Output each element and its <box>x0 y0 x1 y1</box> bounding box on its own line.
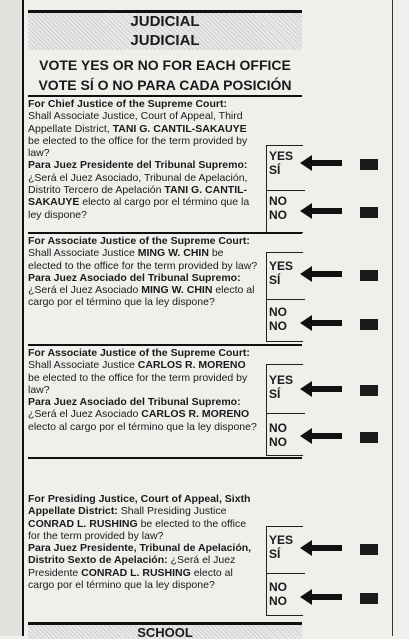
yes-label: YES <box>269 373 294 387</box>
yes-label-es: SÍ <box>269 547 281 561</box>
office-title-en: For Chief Justice of the Supreme Court: <box>28 98 227 110</box>
contest-presiding-justice <box>28 492 302 618</box>
no-label: NO <box>269 580 287 594</box>
question-es-end: electo al cargo por el término que la ley dispone? <box>28 420 257 433</box>
candidate-name-es: TANI G. CANTIL-SAKAUYE <box>28 184 248 209</box>
question-es: ¿Será el Juez Asociado <box>28 284 142 297</box>
contest-text <box>28 235 260 309</box>
timing-mark <box>360 432 378 443</box>
yes-label-es: SÍ <box>269 273 281 287</box>
timing-mark <box>360 385 378 396</box>
office-title-es: Para Juez Presidente del Tribunal Supremo: <box>28 159 248 172</box>
timing-mark <box>360 270 378 281</box>
choice-box <box>266 364 303 456</box>
no-label-es: NO <box>269 594 287 608</box>
timing-mark <box>360 207 378 218</box>
left-margin-strip <box>0 0 22 636</box>
arrow-icon[interactable] <box>300 540 342 556</box>
question-es-end: electo al cargo por el término que la ley dispone? <box>28 284 255 309</box>
section-header: JUDICIAL <box>28 10 302 33</box>
choice-box <box>266 145 303 233</box>
question-en-end: be elected to the office for the term provided by law? <box>28 517 247 542</box>
yes-label: YES <box>269 533 294 547</box>
contest-separator <box>28 457 302 459</box>
office-title-en: For Presiding Justice, Court of Appeal, Sixth Appellate District: <box>28 493 251 518</box>
contest-chief-justice <box>28 95 302 234</box>
arrow-icon[interactable] <box>300 266 342 282</box>
contest-text <box>28 347 260 433</box>
ballot-column <box>24 0 306 639</box>
timing-mark <box>360 593 378 604</box>
question-en: Shall Associate Justice, Court of Appeal, Third Appellate District, <box>28 110 243 135</box>
candidate-name-en: TANI G. CANTIL-SAKAUYE <box>112 122 247 135</box>
question-es: ¿Será el Juez Asociado, Tribunal de Apelación, Distrito Tercero de Apelación <box>28 171 248 197</box>
question-en: Shall Associate Justice <box>28 247 138 260</box>
arrow-icon[interactable] <box>300 428 342 444</box>
no-label: NO <box>269 194 287 208</box>
next-section-header: SCHOOL <box>28 622 302 639</box>
instructions-english: VOTE YES OR NO FOR EACH OFFICE <box>39 57 291 73</box>
question-en: Shall Associate Justice <box>28 359 138 372</box>
question-es-end: electo al cargo por el término que la ley dispone? <box>28 196 250 221</box>
question-es: ¿Será el Juez Presidente <box>28 554 236 579</box>
question-en-end: be elected to the office for the term provided by law? <box>28 134 248 160</box>
contest-text <box>28 98 260 221</box>
yes-label-es: SÍ <box>269 387 281 401</box>
candidate-name-en: MING W. CHIN <box>137 247 209 260</box>
yes-label-es: SÍ <box>269 163 281 177</box>
timing-mark <box>360 544 378 555</box>
question-en-end: be elected to the office for the term provided by law? <box>28 247 258 272</box>
office-title-es: Para Juez Asociado del Tribunal Supremo: <box>28 271 241 284</box>
office-title-es: Para Juez Asociado del Tribunal Supremo: <box>28 396 241 409</box>
office-title-es: Para Juez Presidente, Tribunal de Apelación, Distrito Sexto de Apelación: <box>28 542 252 567</box>
timing-mark <box>360 319 378 330</box>
instructions-spanish: VOTE SÍ O NO PARA CADA POSICIÓN <box>38 77 292 93</box>
contest-text <box>28 493 260 591</box>
question-en: Shall Presiding Justice <box>117 505 227 518</box>
office-title-en: For Associate Justice of the Supreme Court: <box>28 347 250 359</box>
choice-box <box>266 252 303 342</box>
candidate-name-en: CONRAD L. RUSHING <box>28 517 138 530</box>
office-title-en: For Associate Justice of the Supreme Court: <box>28 235 250 247</box>
no-label: NO <box>269 305 287 319</box>
arrow-icon[interactable] <box>300 589 342 605</box>
no-label: NO <box>269 421 287 435</box>
arrow-icon[interactable] <box>300 315 342 331</box>
candidate-name-es: CARLOS R. MORENO <box>141 408 250 421</box>
no-label-es: NO <box>269 319 287 333</box>
candidate-name-es: MING W. CHIN <box>141 284 213 297</box>
choice-box <box>266 526 303 616</box>
arrow-icon[interactable] <box>300 155 342 171</box>
question-es-end: electo al cargo por el término que la ley dispone? <box>28 566 233 592</box>
question-es: ¿Será el Juez Asociado <box>28 408 142 421</box>
candidate-name-es: CONRAD L. RUSHING <box>81 566 191 579</box>
question-en-end: be elected to the office for the term provided by law? <box>28 371 248 396</box>
contest-associate-justice-chin <box>28 234 302 342</box>
no-label-es: NO <box>269 208 287 222</box>
ballot-right-rule <box>392 0 393 636</box>
arrow-icon[interactable] <box>300 381 342 397</box>
yes-label: YES <box>269 149 294 163</box>
timing-mark <box>360 159 378 170</box>
no-label-es: NO <box>269 435 287 449</box>
candidate-name-en: CARLOS R. MORENO <box>137 359 246 372</box>
section-header-spanish: JUDICIAL <box>28 32 302 50</box>
contest-associate-justice-moreno <box>28 346 302 456</box>
yes-label: YES <box>269 259 294 273</box>
arrow-icon[interactable] <box>300 203 342 219</box>
